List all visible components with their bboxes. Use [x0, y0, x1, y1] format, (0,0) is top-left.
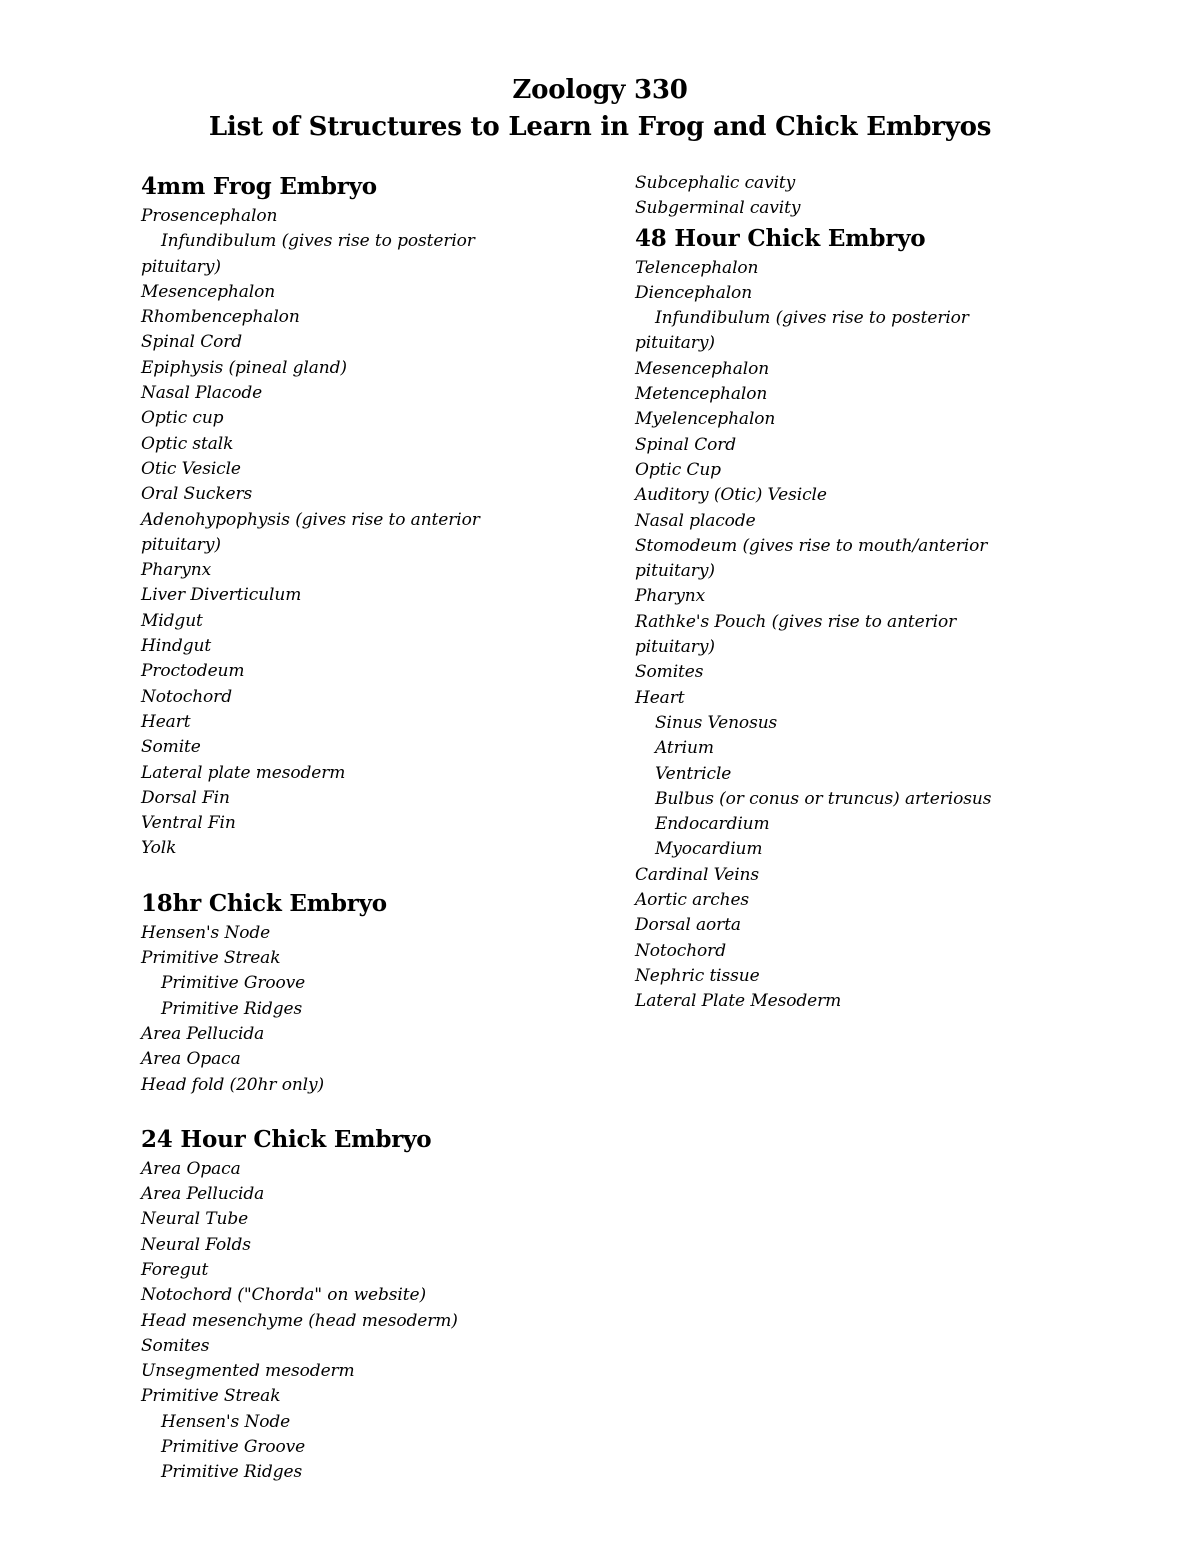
section-heading: 24 Hour Chick Embryo — [141, 1125, 432, 1153]
document-title — [0, 72, 1200, 146]
sub-structure-item: Sinus Venosus — [655, 712, 778, 733]
structure-item: Optic cup — [141, 408, 224, 429]
sub-structure-item: Primitive Groove — [161, 1437, 306, 1458]
structure-list — [635, 171, 1155, 222]
structure-item: Dorsal Fin — [141, 787, 230, 808]
structure-item: Area Pellucida — [141, 1023, 265, 1044]
structure-item: Oral Suckers — [141, 484, 253, 505]
structure-item: Pharynx — [635, 586, 706, 607]
structure-item: Neural Folds — [141, 1234, 251, 1255]
sub-structure-item: Primitive Ridges — [161, 1462, 303, 1483]
structure-item: Primitive Streak — [141, 948, 281, 969]
list-title: List of Structures to Learn in Frog and Chick Embryos — [208, 112, 992, 142]
structure-item: Head mesenchyme (head mesoderm) — [141, 1310, 458, 1331]
structure-item: Auditory (Otic) Vesicle — [635, 485, 827, 506]
structure-item: Hensen's Node — [141, 922, 271, 943]
structure-item: Optic stalk — [141, 433, 234, 454]
section-heading: 18hr Chick Embryo — [141, 889, 387, 917]
structure-item: Epiphysis (pineal gland) — [141, 357, 347, 378]
structure-item: pituitary) — [141, 256, 221, 277]
structure-item: Subcephalic cavity — [635, 173, 796, 193]
sub-structure-item: Myocardium — [655, 839, 763, 860]
sub-structure-item: Infundibulum (gives rise to posterior — [655, 308, 969, 329]
structure-item: Telencephalon — [635, 257, 759, 278]
section-heading: 4mm Frog Embryo — [141, 173, 377, 200]
structure-item: Nasal Placode — [141, 383, 263, 404]
structure-item: Otic Vesicle — [141, 458, 241, 479]
structure-item: Pharynx — [141, 560, 212, 581]
structure-item: Area Opaca — [141, 1049, 241, 1070]
structure-item: pituitary) — [635, 333, 715, 354]
structure-list — [141, 921, 611, 1098]
structure-item: Notochord ("Chorda" on website) — [141, 1285, 426, 1306]
sub-structure-item: Primitive Groove — [161, 973, 306, 994]
structure-item: Heart — [635, 687, 685, 708]
structure-item: Dorsal aorta — [635, 915, 741, 936]
structure-item: Proctodeum — [141, 661, 245, 682]
structure-item: pituitary) — [635, 561, 715, 582]
structure-item: Adenohypophysis (gives rise to anterior — [141, 509, 480, 530]
structure-item: Ventral Fin — [141, 813, 236, 834]
structure-item: Spinal Cord — [141, 332, 243, 353]
sub-structure-item: Infundibulum (gives rise to posterior — [161, 231, 475, 252]
section-continued — [635, 171, 1155, 222]
structure-item: Rhombencephalon — [141, 307, 300, 328]
structure-item: Subgerminal cavity — [635, 198, 801, 219]
structure-item: Notochord — [635, 940, 726, 961]
structure-item: pituitary) — [635, 637, 715, 658]
structure-item: Unsegmented mesoderm — [141, 1361, 355, 1382]
sub-structure-item: Primitive Ridges — [161, 998, 303, 1019]
structure-item: Hindgut — [141, 636, 212, 657]
sub-structure-item: Atrium — [655, 738, 714, 759]
structure-item: Stomodeum (gives rise to mouth/anterior — [635, 535, 988, 556]
sub-structure-item: Ventricle — [655, 763, 732, 784]
structure-item: Spinal Cord — [635, 434, 737, 455]
structure-item: Mesencephalon — [141, 281, 276, 302]
structure-item: Lateral Plate Mesoderm — [635, 991, 842, 1012]
sub-structure-item: Endocardium — [655, 814, 770, 835]
structure-item: Cardinal Veins — [635, 864, 760, 885]
structure-item: Myelencephalon — [635, 409, 776, 430]
structure-item: Area Opaca — [141, 1158, 241, 1179]
structure-item: Somites — [141, 1335, 210, 1356]
structure-item: Head fold (20hr only) — [141, 1074, 325, 1095]
structure-item: Lateral plate mesoderm — [141, 762, 346, 783]
course-title: Zoology 330 — [512, 75, 688, 105]
structure-item: Prosencephalon — [141, 206, 278, 226]
structure-item: Foregut — [141, 1259, 209, 1280]
structure-item: pituitary) — [141, 534, 221, 555]
section-heading: 48 Hour Chick Embryo — [635, 224, 926, 252]
structure-item: Diencephalon — [635, 282, 753, 303]
structure-item: Heart — [141, 711, 191, 732]
section-18hr-chick-embryo — [141, 887, 611, 1098]
structure-item: Somites — [635, 662, 704, 683]
structure-item: Nephric tissue — [635, 965, 760, 986]
left-column — [141, 170, 611, 1486]
structure-item: Rathke's Pouch (gives rise to anterior — [635, 611, 957, 632]
sub-structure-item: Hensen's Node — [161, 1411, 291, 1432]
structure-item: Metencephalon — [635, 384, 768, 405]
structure-item: Notochord — [141, 686, 232, 707]
structure-item: Neural Tube — [141, 1209, 249, 1230]
structure-item: Optic Cup — [635, 459, 721, 480]
structure-list — [635, 256, 1155, 1015]
structure-item: Primitive Streak — [141, 1386, 281, 1407]
structure-item: Liver Diverticulum — [141, 585, 302, 606]
section-24-hour-chick-embryo — [141, 1123, 611, 1486]
section-48-hour-chick-embryo — [635, 222, 1155, 1015]
right-column — [635, 171, 1155, 1015]
structure-list — [141, 204, 611, 862]
structure-item: Somite — [141, 737, 201, 758]
sub-structure-item: Bulbus (or conus or truncus) arteriosus — [655, 788, 992, 809]
structure-item: Nasal placode — [635, 510, 756, 531]
section-4mm-frog-embryo — [141, 170, 611, 862]
structure-item: Yolk — [141, 838, 177, 859]
structure-list — [141, 1157, 611, 1486]
structure-item: Aortic arches — [635, 890, 750, 911]
structure-item: Area Pellucida — [141, 1184, 265, 1205]
structure-item: Mesencephalon — [635, 358, 770, 379]
structure-item: Midgut — [141, 610, 203, 631]
